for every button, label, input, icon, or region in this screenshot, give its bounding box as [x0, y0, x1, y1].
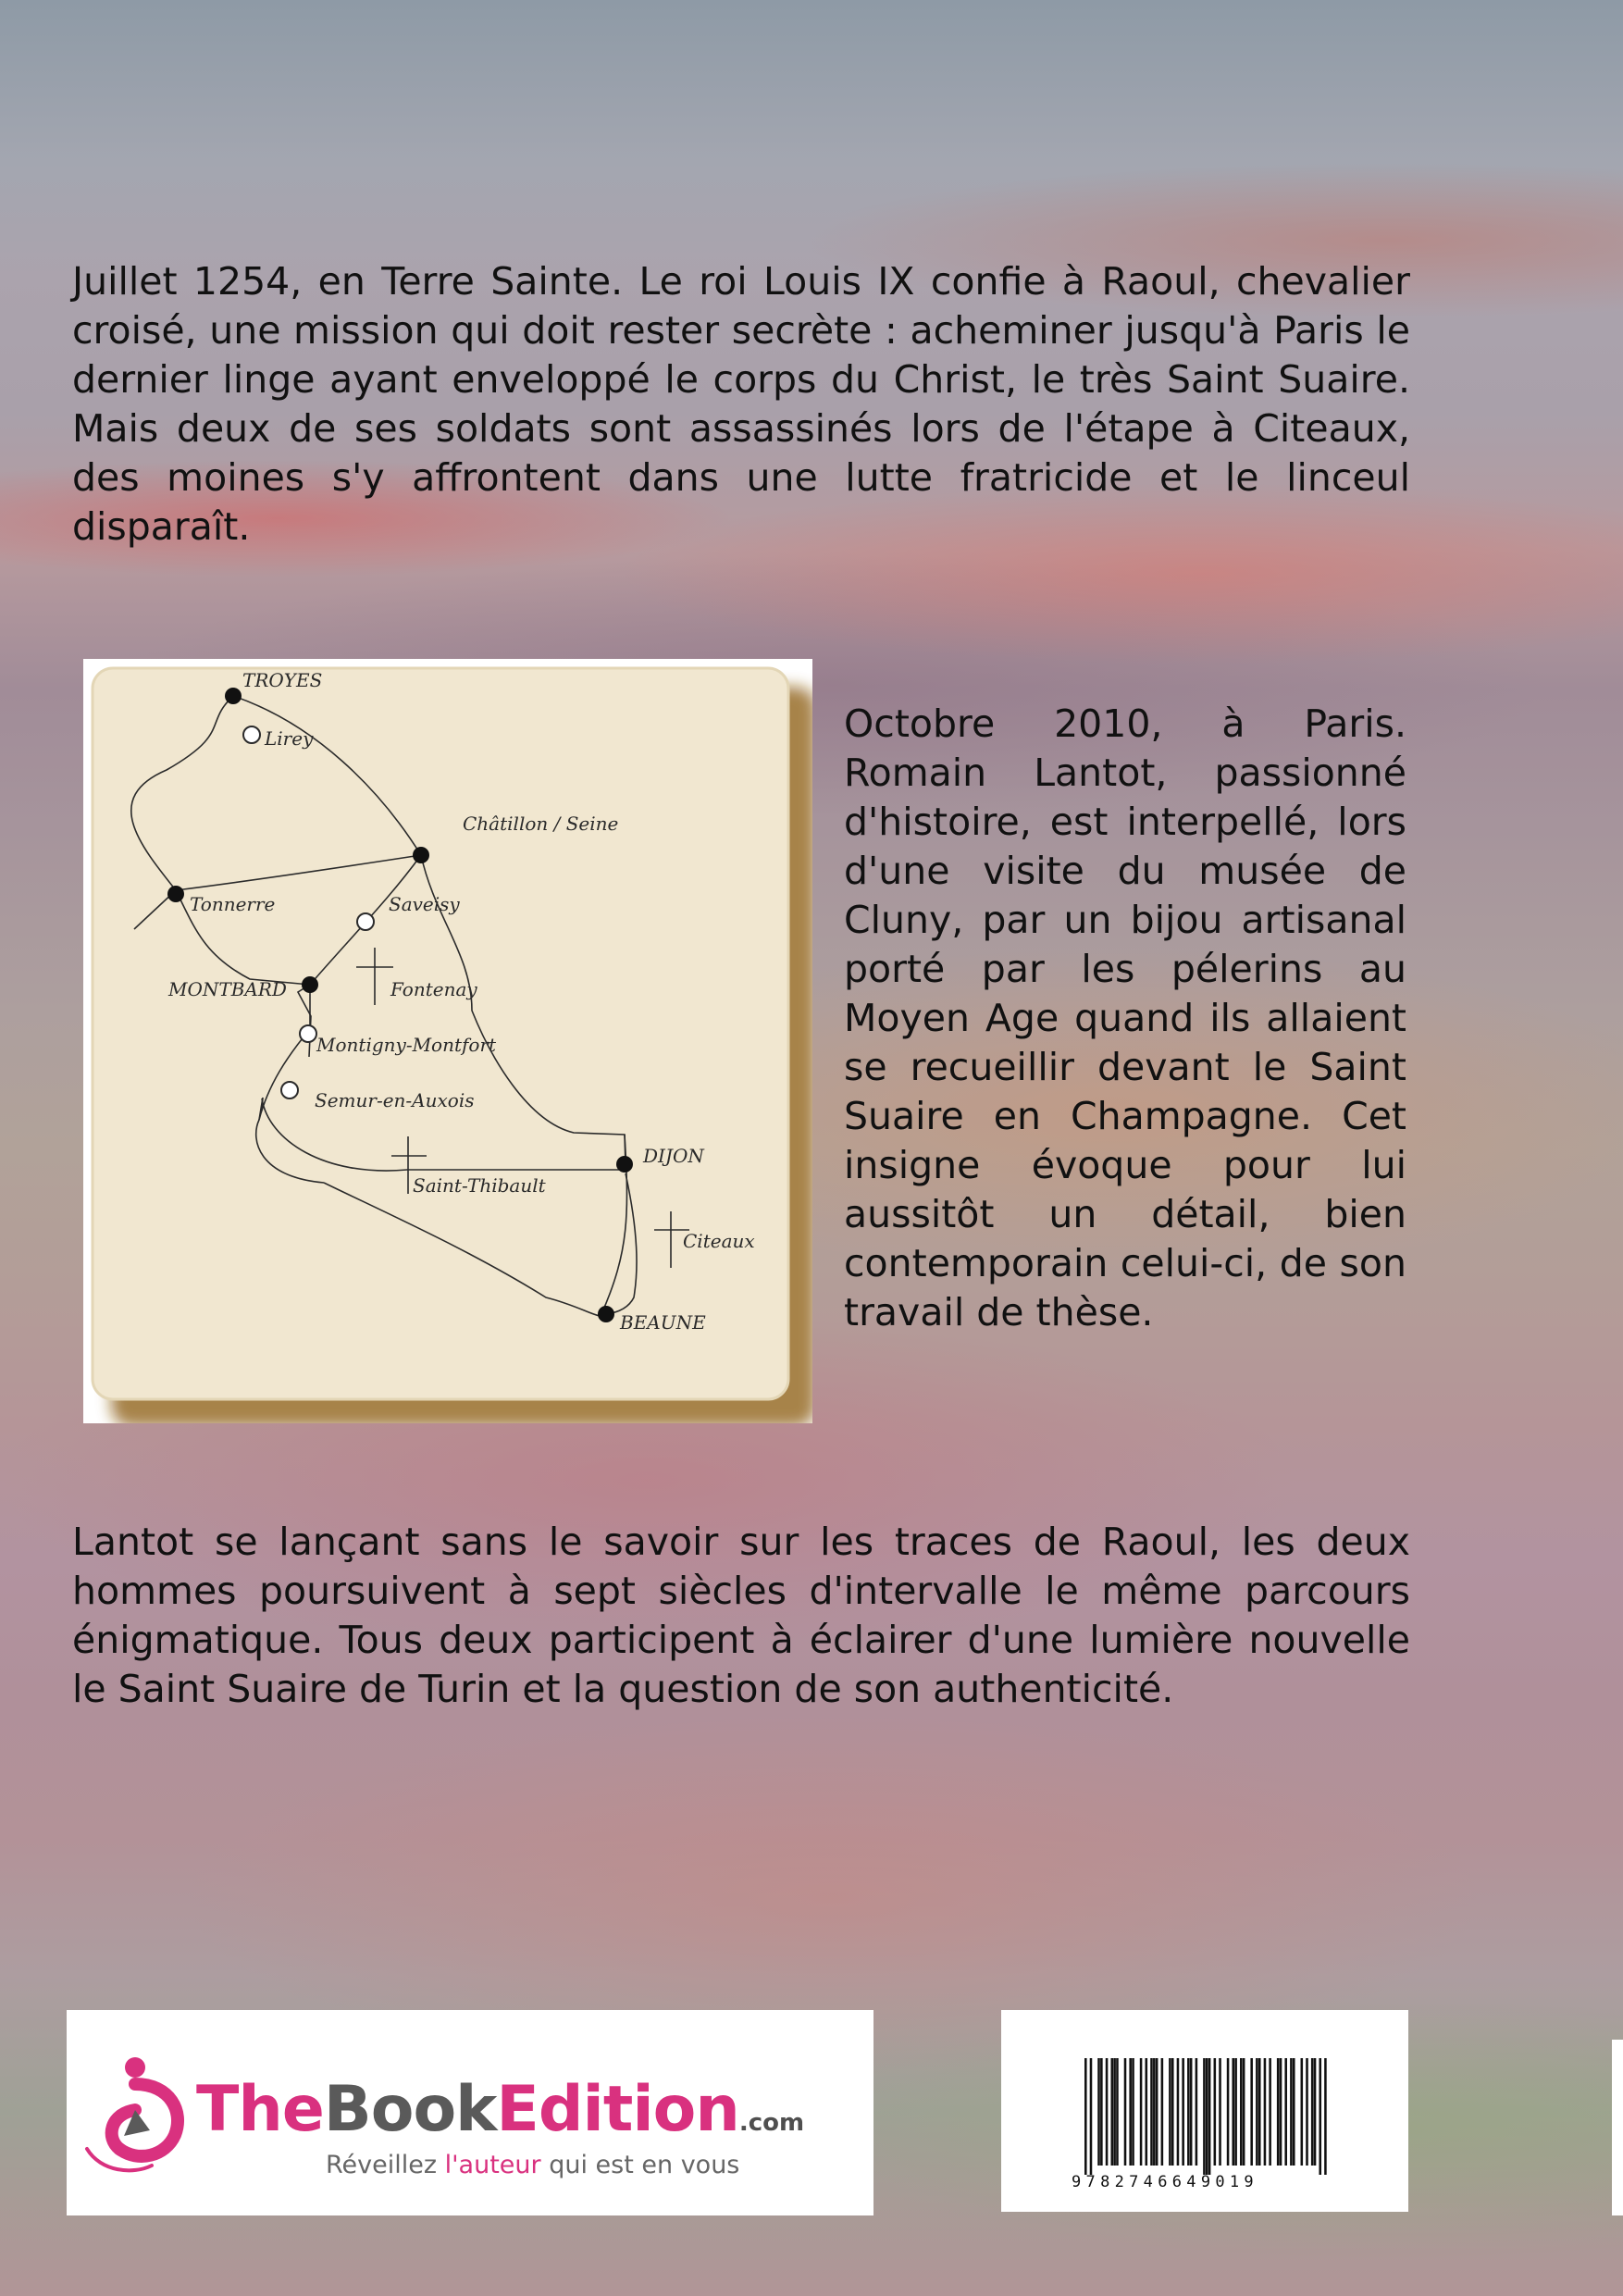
- slogan-start: Réveillez: [326, 2151, 445, 2179]
- label-lirey: Lirey: [265, 727, 314, 750]
- label-dijon: DIJON: [643, 1145, 704, 1167]
- publisher-name: [196, 2073, 804, 2146]
- publisher-name-the: The: [196, 2073, 324, 2146]
- blurb-paragraph-1: Juillet 1254, en Terre Sainte. Le roi Louis IX confie à Raoul, chevalier croisé, une mission qui doit rester secrète : acheminer jusqu'à Paris le dernier linge ayant enveloppé le corps du Christ, le très Saint Suaire. Mais deux de ses soldats sont assassinés lors de l'étape à Citeaux, des moines s'y affrontent dans une lutte fratricide et le linceul disparaît.: [72, 259, 1410, 549]
- label-montigny: Montigny-Montfort: [316, 1034, 497, 1056]
- label-montbard: MONTBARD: [168, 978, 287, 1000]
- label-semur: Semur-en-Auxois: [315, 1089, 475, 1111]
- publisher-name-book: Book: [323, 2073, 497, 2146]
- blurb-paragraph-3: Lantot se lançant sans le savoir sur les traces de Raoul, les deux hommes poursuivent à sept siècles d'intervalle le même parcours énigmatique. Tous deux participent à éclairer d'une lumière nouvelle le Saint Suaire de Turin et la question de son authenticité.: [72, 1520, 1410, 1711]
- publisher-name-suffix: .com: [738, 2109, 805, 2137]
- route-map: [83, 659, 812, 1423]
- publisher-mark-icon: [78, 2047, 198, 2177]
- label-saint-thibault: Saint-Thibault: [413, 1174, 546, 1197]
- blurb-paragraph-2: Octobre 2010, à Paris. Romain Lantot, passionné d'histoire, est interpellé, lors d'une visite du musée de Cluny, par un bijou artisanal porté par les pélerins au Moyen Age quand ils allaient se recueillir devant le Saint Suaire en Champagne. Cet insigne évoque pour lui aussitôt un détail, bien contemporain celui-ci, de son travail de thèse.: [844, 701, 1406, 1334]
- slogan-end: qui est en vous: [540, 2151, 740, 2179]
- publisher-logo: [67, 2010, 873, 2215]
- label-saveisy: Saveisy: [389, 893, 460, 915]
- publisher-slogan: [326, 2151, 739, 2179]
- label-citeaux: Citeaux: [683, 1230, 755, 1252]
- isbn-barcode: [1001, 2010, 1408, 2212]
- label-troyes: TROYES: [242, 669, 323, 691]
- label-tonnerre: Tonnerre: [190, 893, 276, 915]
- label-beaune: BEAUNE: [620, 1311, 706, 1334]
- label-fontenay: Fontenay: [390, 978, 477, 1000]
- publisher-name-edition: Edition: [496, 2073, 739, 2146]
- isbn-number: 9782746649019: [1072, 2173, 1258, 2191]
- barcode-bars: [1084, 2058, 1327, 2175]
- slogan-highlight: l'auteur: [444, 2151, 541, 2179]
- cover-edge: [1612, 2040, 1623, 2215]
- label-chatillon: Châtillon / Seine: [463, 813, 619, 835]
